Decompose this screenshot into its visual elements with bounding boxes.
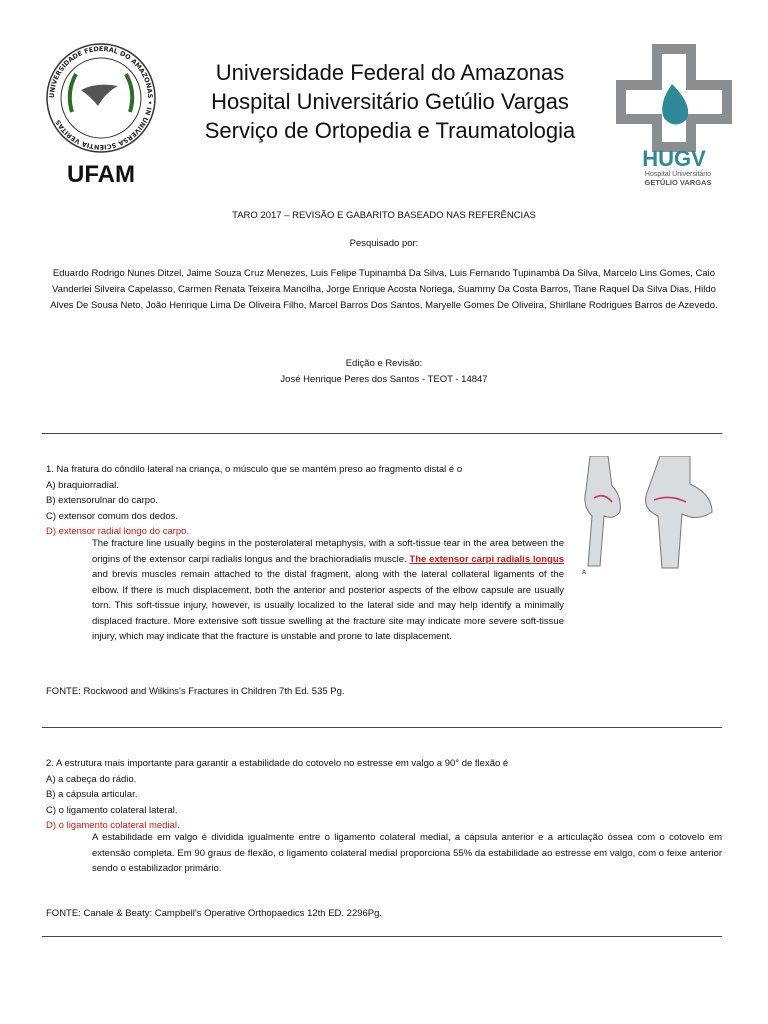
highlighted-term: The extensor carpi radialis longus	[409, 553, 564, 565]
option-c: C) o ligamento colateral lateral.	[46, 804, 178, 816]
hugv-logo	[612, 40, 736, 188]
hugv-sub-1: Hospital Universitário	[644, 171, 712, 178]
option-d-correct: D) o ligamento colateral medial.	[46, 820, 180, 831]
option-a: A) braquiorradial.	[46, 479, 119, 491]
divider	[42, 936, 722, 937]
divider	[42, 433, 722, 434]
institution-title	[180, 58, 600, 145]
explanation-2: A estabilidade em valgo é dividida igualmente entre o ligamento colateral medial, a cápsula anterior e a articulação óssea com o cotovelo em extensão completa. Em 90 graus de flexão, o ligamento colateral medial proporciona 55% da estabilidade ao estresse em valgo, com o feixe anterior sendo o estabilizador primário.	[92, 832, 722, 874]
source-1: FONTE: Rockwood and Wilkins's Fractures in Children 7th Ed. 535 Pg.	[46, 686, 345, 697]
researched-by-label: Pesquisado por:	[349, 238, 419, 249]
option-b: B) extensorulnar do carpo.	[46, 495, 158, 506]
document-subtitle: TARO 2017 – REVISÃO E GABARITO BASEADO NAS REFERÊNCIAS	[232, 210, 536, 221]
authors-list: Eduardo Rodrigo Nunes Ditzel, Jaime Souza Cruz Menezes, Luis Felipe Tupinambá Da Silva, Luis Fernando Tupinambá Da Silva, Marcelo Lins Gomes, Caio Vanderlei Silveira Capelasso, Carmen Renata Teixeira Mancilha, Jorge Enrique Acosta Noriega, Suammy Da Costa Barros, Tiane Raquel Da Silva Dias, Hildo Alves De Sousa Neto, João Henrique Lima De Oliveira Filho, Marcel Barros Dos Santos, Maryelle Gomes De Oliveira, Shirllane Rodrigues Barros de Azevedo.	[50, 268, 718, 311]
title-line-3: Serviço de Ortopedia e Traumatologia	[204, 118, 576, 143]
option-c: C) extensor comum dos dedos.	[46, 510, 179, 522]
title-line-1: Universidade Federal do Amazonas	[215, 60, 565, 85]
question-2	[46, 756, 726, 834]
question-1	[46, 462, 576, 540]
source-2: FONTE: Canale & Beaty: Campbell's Operative Orthopaedics 12th ED. 2296Pg.	[46, 908, 383, 919]
option-b: B) a cápsula articular.	[46, 789, 138, 800]
option-d-correct: D) extensor radial longo do carpo.	[46, 526, 190, 537]
explanation-text-cont: and brevis muscles remain attached to the distal fragment, along with the lateral collateral ligaments of the elbow. If there is much displacement, both the anterior and posterior aspects of the elbow capsule are usually torn. This soft-tissue injury, however, is usually localized to the lateral side and may help identify a minimally displaced fracture. More extensive soft tissue swelling at the fracture site may indicate more severe soft-tissue injury, which may indicate that the fracture is unstable and prone to late displacement.	[92, 569, 564, 642]
figure-label: A	[582, 569, 587, 576]
editor-name: José Henrique Peres dos Santos - TEOT - 14847	[280, 374, 488, 385]
ufam-ring-text: UNIVERSIDADE FEDERAL DO AMAZONAS • IN UNIVERSA SCIENTIA VERITAS	[47, 44, 155, 152]
explanation-1	[92, 536, 564, 645]
edition-label: Edição e Revisão:	[345, 358, 423, 369]
hugv-wordmark: HUGV	[642, 146, 706, 171]
option-a: A) a cabeça do rádio.	[46, 773, 137, 785]
title-line-2: Hospital Universitário Getúlio Vargas	[211, 89, 569, 114]
ufam-logo	[36, 42, 166, 190]
divider	[42, 727, 722, 728]
question-stem: 2. A estrutura mais importante para garantir a estabilidade do cotovelo no estresse em valgo a 90° de flexão é	[46, 758, 509, 769]
question-stem: 1. Na fratura do côndilo lateral na criança, o músculo que se mantém preso ao fragmento distal é o	[46, 464, 463, 475]
explanation-text: The fracture line usually begins in the posterolateral metaphysis, with a soft-tissue tear in the area between the origins of the extensor carpi radialis longus and the brachioradialis muscle.	[92, 538, 564, 565]
ufam-wordmark: UFAM	[67, 161, 135, 188]
hugv-sub-2: GETÚLIO VARGAS	[644, 178, 712, 187]
elbow-fracture-figure	[578, 456, 724, 576]
